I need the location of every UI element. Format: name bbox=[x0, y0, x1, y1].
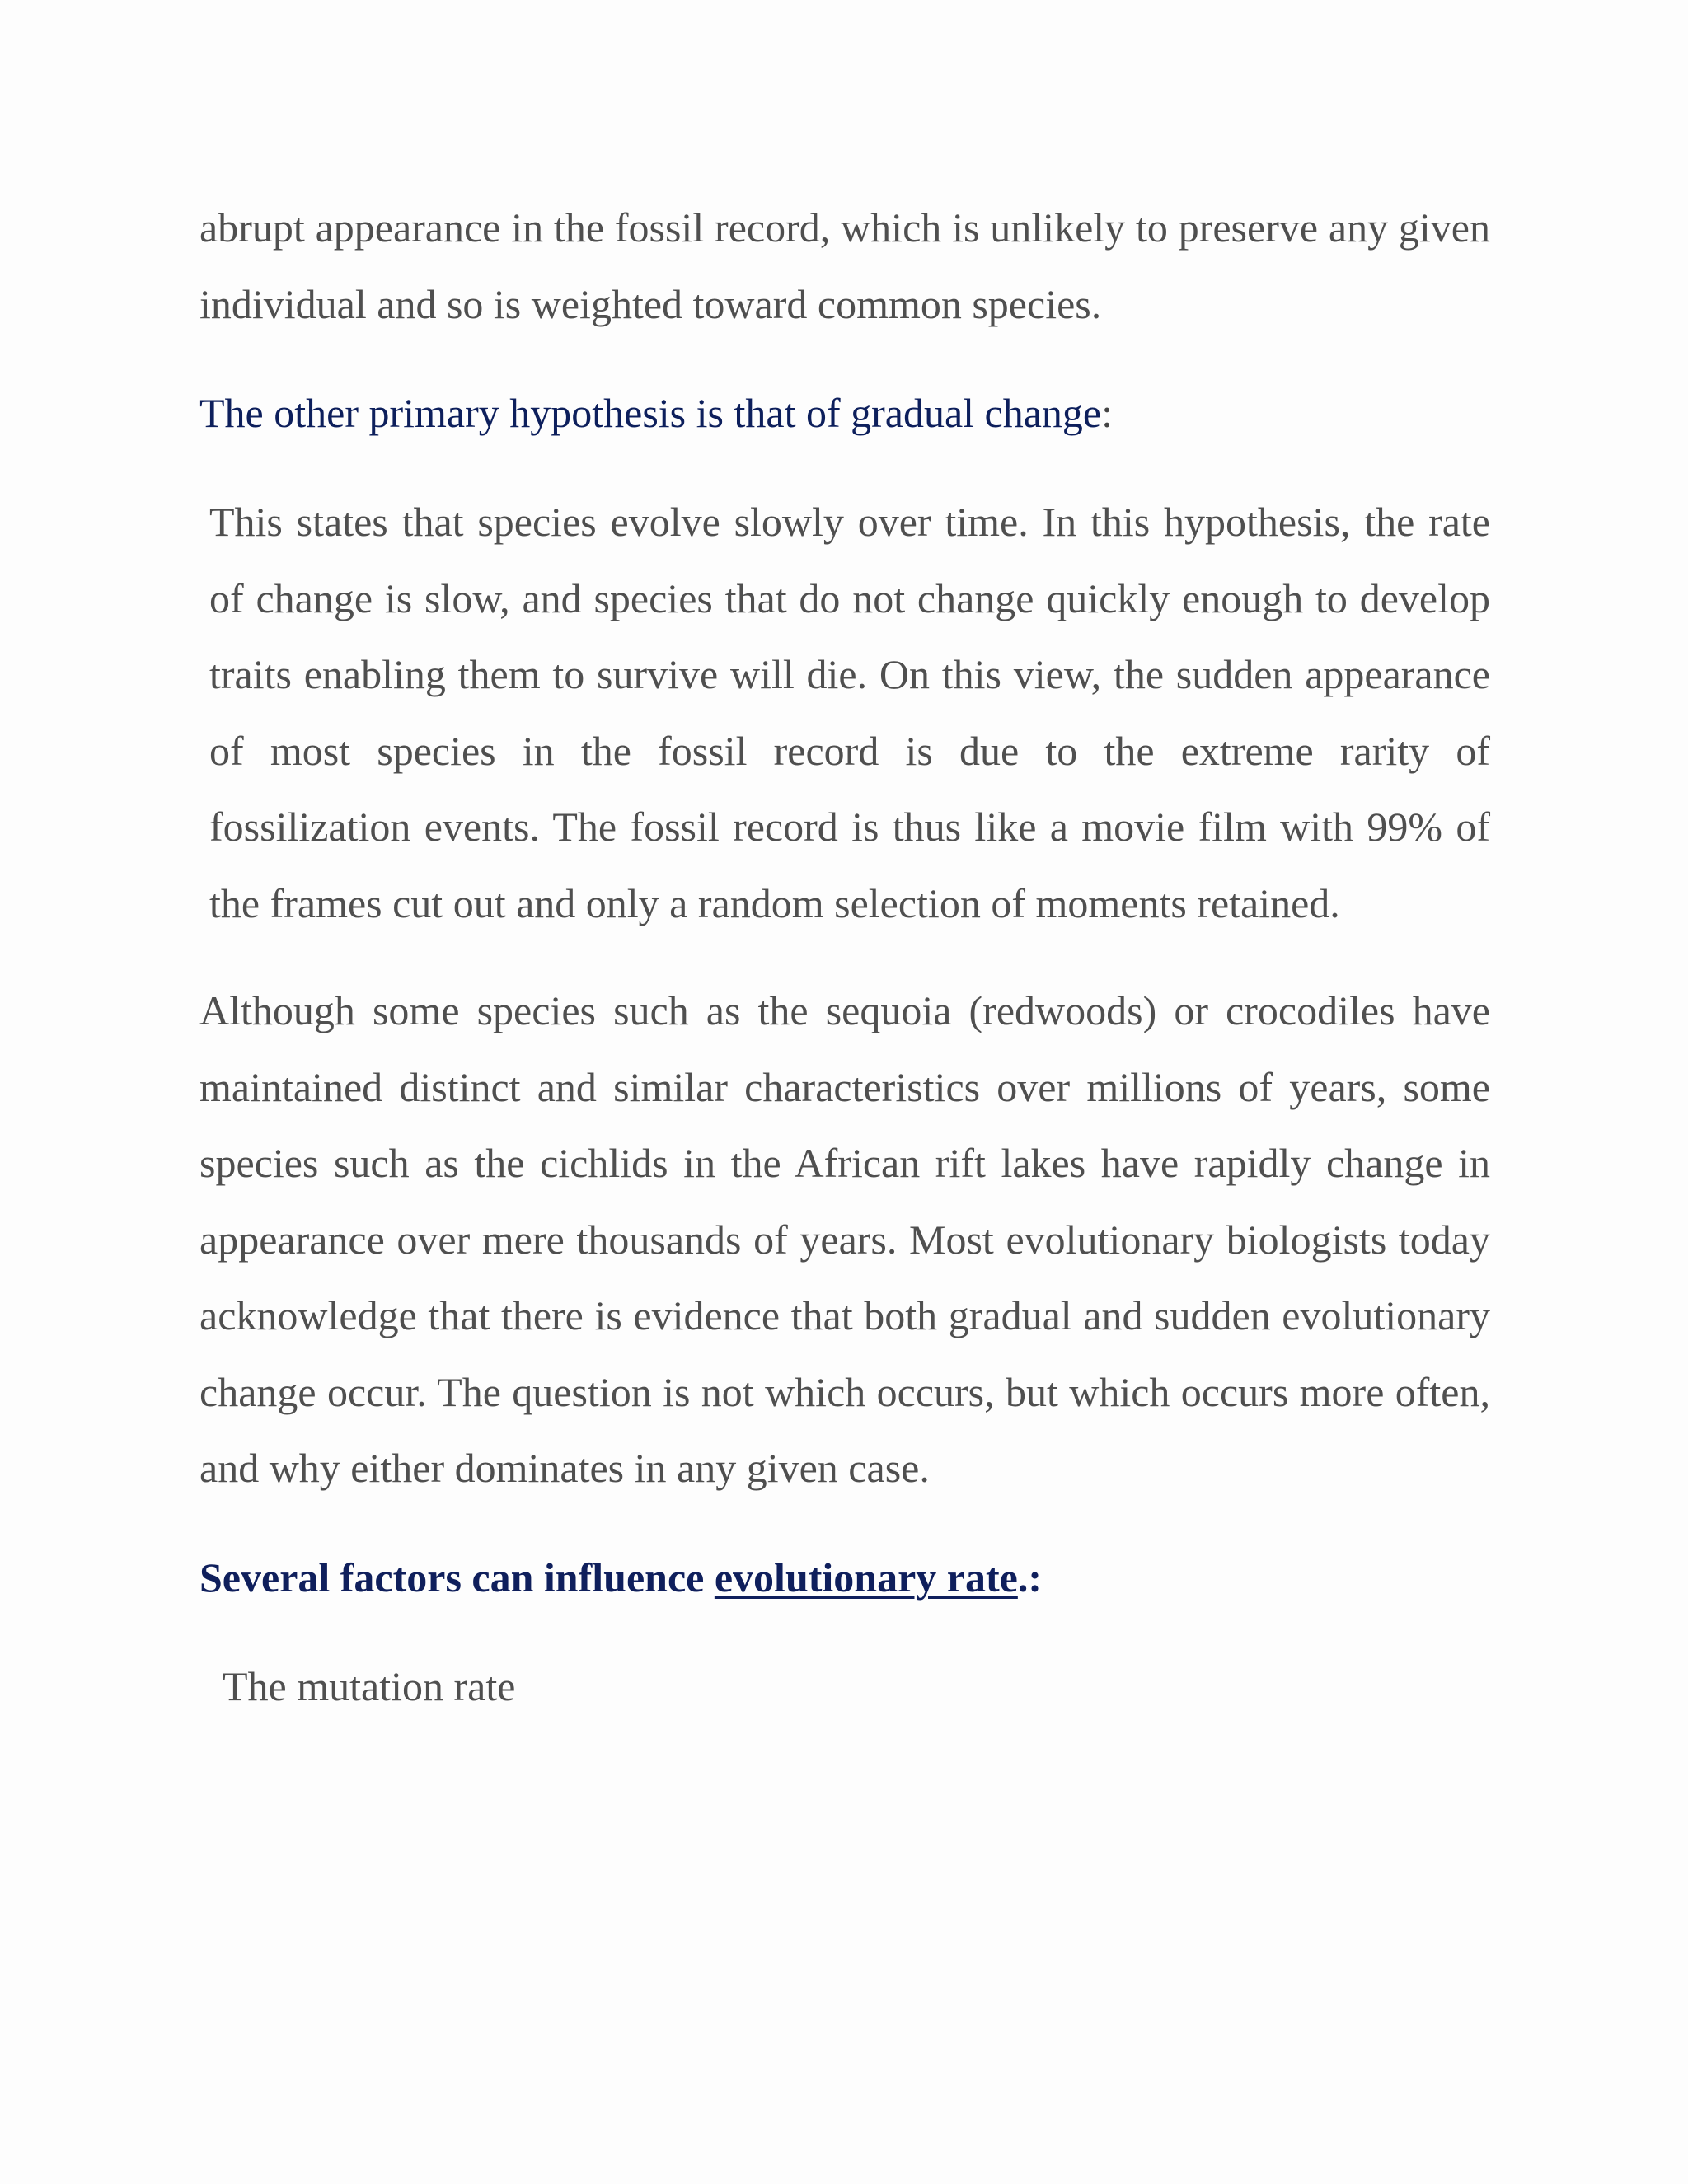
heading-gradual-change-text: The other primary hypothesis is that of gradual change bbox=[199, 390, 1102, 436]
list-item-mutation-rate: The mutation rate bbox=[223, 1662, 516, 1709]
heading-evolutionary-rate-factors bbox=[199, 1540, 1490, 1615]
evolutionary-rate-link[interactable]: evolutionary rate bbox=[714, 1554, 1018, 1601]
spacer bbox=[199, 451, 1490, 484]
heading-gradual-change bbox=[199, 375, 1490, 451]
heading-factors-suffix: .: bbox=[1017, 1554, 1042, 1601]
spacer bbox=[199, 342, 1490, 375]
paragraph-gradual-change-description: This states that species evolve slowly over time. In this hypothesis, the rate of change is slow, and species that do not change quickly enough to develop traits enabling them to survive will die. On this view, the sudden appearance of most species in the fossil record is due to the extreme rarity of fossilization events. The fossil record is thus like a movie film with 99% of the frames cut out and only a random selection of moments retained. bbox=[209, 499, 1490, 926]
heading-factors-prefix: Several factors can influence bbox=[199, 1554, 715, 1601]
spacer bbox=[199, 1615, 1490, 1648]
paragraph-species-examples: Although some species such as the sequoia (redwoods) or crocodiles have maintained distinct and similar characteristics over millions of years, some species such as the cichlids in the African rift lakes have rapidly change in appearance over mere thousands of years. Most evolutionary biologists today acknowledge that there is evidence that both gradual and sudden evolutionary change occur. The question is not which occurs, but which occurs more often, and why either dominates in any given case. bbox=[199, 987, 1490, 1491]
heading-gradual-change-colon: : bbox=[1101, 390, 1114, 436]
spacer bbox=[199, 941, 1490, 972]
spacer bbox=[199, 1507, 1490, 1540]
paragraph-abrupt-appearance: abrupt appearance in the fossil record, which is unlikely to preserve any given individual and so is weighted toward common species. bbox=[199, 204, 1490, 327]
document-content bbox=[199, 190, 1490, 1724]
